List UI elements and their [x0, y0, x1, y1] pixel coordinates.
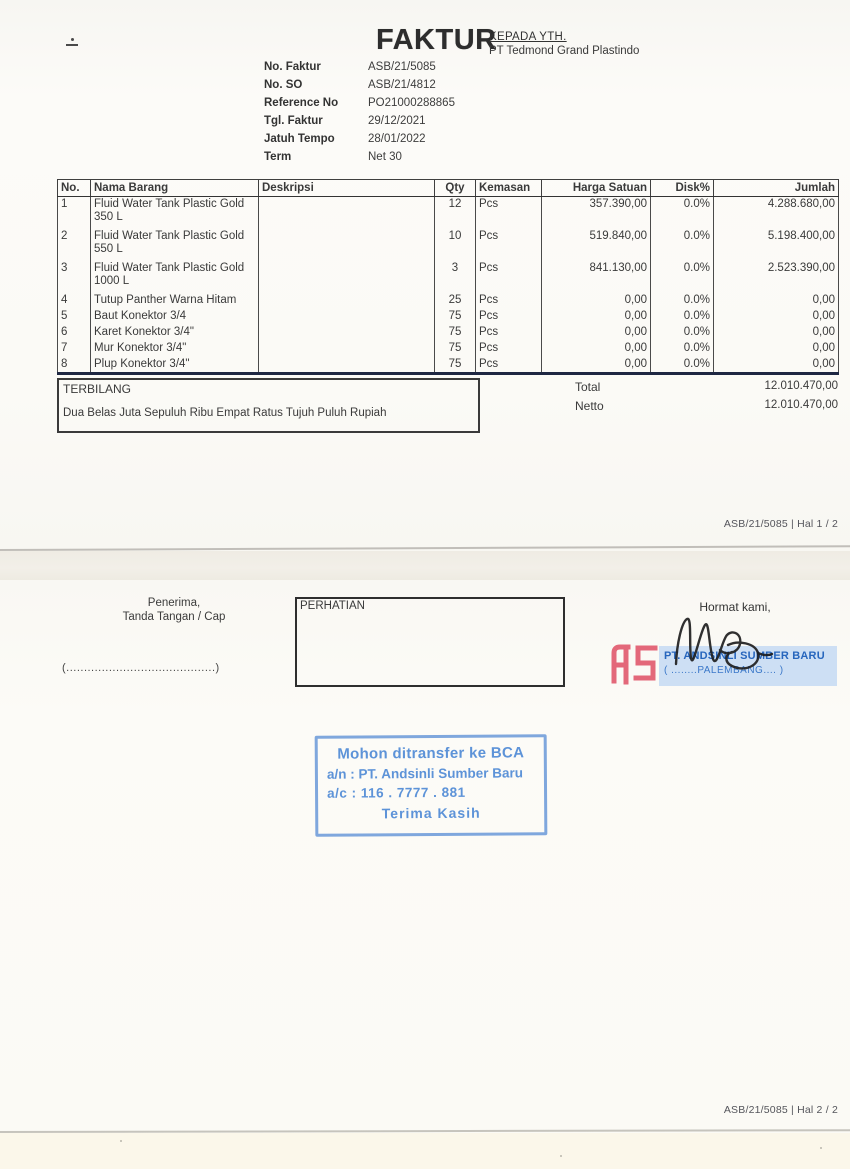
invoice-meta [264, 61, 564, 169]
cell-nama: Fluid Water Tank Plastic Gold 1000 L [91, 261, 259, 293]
cell-qty: 75 [435, 325, 476, 341]
cell-no: 4 [58, 293, 91, 309]
meta-row-no-so [264, 79, 564, 97]
total-row [575, 380, 838, 399]
cell-disk: 0.0% [651, 261, 714, 293]
table-row [58, 261, 839, 293]
total-label: Total [575, 380, 601, 394]
column-header-nama-barang: Nama Barang [91, 180, 259, 197]
cell-disk: 0.0% [651, 325, 714, 341]
cell-jumlah: 2.523.390,00 [714, 261, 839, 293]
meta-label: Reference No [264, 97, 339, 109]
column-header-no: No. [58, 180, 91, 197]
dust-speck [120, 1140, 122, 1142]
company-logo-red-stamp-icon [605, 635, 663, 691]
cell-nama: Mur Konektor 3/4" [91, 341, 259, 357]
cell-deskripsi [259, 309, 435, 325]
cell-qty: 75 [435, 341, 476, 357]
netto-row [575, 399, 838, 418]
cell-kemasan: Pcs [476, 341, 542, 357]
column-header-harga-satuan: Harga Satuan [542, 180, 651, 197]
cell-jumlah: 0,00 [714, 341, 839, 357]
meta-label: Jatuh Tempo [264, 133, 335, 145]
cell-no: 2 [58, 229, 91, 261]
transfer-stamp-line2: a/n : PT. Andsinli Sumber Baru [326, 765, 523, 782]
cell-harga: 0,00 [542, 357, 651, 374]
cell-harga: 0,00 [542, 341, 651, 357]
table-row [58, 197, 839, 229]
recipient-label: KEPADA YTH. [489, 31, 567, 43]
cell-jumlah: 0,00 [714, 293, 839, 309]
perhatian-label: PERHATIAN [300, 600, 365, 612]
meta-value: 28/01/2022 [368, 133, 426, 145]
cell-harga: 0,00 [542, 309, 651, 325]
dust-speck [560, 1155, 562, 1157]
netto-label: Netto [575, 399, 604, 413]
table-row [58, 357, 839, 374]
meta-value: Net 30 [368, 151, 402, 163]
meta-value: PO21000288865 [368, 97, 455, 109]
perhatian-box [295, 597, 565, 687]
cell-deskripsi [259, 197, 435, 229]
cell-nama: Fluid Water Tank Plastic Gold 350 L [91, 197, 259, 229]
cell-disk: 0.0% [651, 197, 714, 229]
cell-qty: 75 [435, 357, 476, 374]
cell-harga: 0,00 [542, 293, 651, 309]
invoice-page-1 [0, 0, 850, 551]
cell-nama: Plup Konektor 3/4" [91, 357, 259, 374]
column-header-kemasan: Kemasan [476, 180, 542, 197]
company-stamp-city: ( ........PALEMBANG.... ) [664, 665, 784, 676]
cell-harga: 0,00 [542, 325, 651, 341]
meta-label: Tgl. Faktur [264, 115, 323, 127]
meta-label: No. SO [264, 79, 303, 91]
meta-value: ASB/21/4812 [368, 79, 436, 91]
cell-no: 1 [58, 197, 91, 229]
recipient-name: PT Tedmond Grand Plastindo [489, 45, 640, 57]
meta-row-reference-no [264, 97, 564, 115]
cell-kemasan: Pcs [476, 229, 542, 261]
cell-harga: 841.130,00 [542, 261, 651, 293]
scan-artifact-mark [71, 38, 74, 41]
cell-no: 3 [58, 261, 91, 293]
cell-qty: 25 [435, 293, 476, 309]
invoice-page-2 [0, 580, 850, 1133]
cell-nama: Tutup Panther Warna Hitam [91, 293, 259, 309]
terbilang-label: TERBILANG [63, 382, 132, 396]
meta-row-tgl-faktur [264, 115, 564, 133]
meta-value: ASB/21/5085 [368, 61, 436, 73]
meta-row-no-faktur [264, 61, 564, 79]
table-row [58, 293, 839, 309]
cell-harga: 357.390,00 [542, 197, 651, 229]
table-row [58, 341, 839, 357]
cell-qty: 12 [435, 197, 476, 229]
cell-nama: Karet Konektor 3/4" [91, 325, 259, 341]
cell-jumlah: 0,00 [714, 357, 839, 374]
cell-deskripsi [259, 357, 435, 374]
transfer-stamp-line3: a/c : 116 . 7777 . 881 [326, 784, 466, 801]
cell-nama: Baut Konektor 3/4 [91, 309, 259, 325]
cell-kemasan: Pcs [476, 197, 542, 229]
column-header-deskripsi: Deskripsi [259, 180, 435, 197]
page1-footer: ASB/21/5085 | Hal 1 / 2 [723, 518, 838, 530]
total-value: 12.010.470,00 [764, 380, 838, 392]
handwritten-signature [662, 598, 780, 688]
scan-bottom-band [0, 1133, 850, 1169]
meta-value: 29/12/2021 [368, 115, 426, 127]
terbilang-amount-in-words: Dua Belas Juta Sepuluh Ribu Empat Ratus Tujuh Puluh Rupiah [63, 407, 387, 419]
netto-value: 12.010.470,00 [764, 399, 838, 411]
hormat-kami-label: Hormat kami, [699, 600, 771, 614]
cell-harga: 519.840,00 [542, 229, 651, 261]
meta-row-jatuh-tempo [264, 133, 564, 151]
cell-jumlah: 0,00 [714, 309, 839, 325]
cell-jumlah: 5.198.400,00 [714, 229, 839, 261]
column-header-jumlah: Jumlah [714, 180, 839, 197]
cell-qty: 75 [435, 309, 476, 325]
cell-kemasan: Pcs [476, 357, 542, 374]
meta-label: Term [264, 151, 292, 163]
transfer-stamp-line1: Mohon ditransfer ke BCA [337, 744, 525, 763]
cell-deskripsi [259, 229, 435, 261]
cell-no: 5 [58, 309, 91, 325]
penerima-signature-line: (..........................................) [62, 662, 220, 674]
cell-no: 8 [58, 357, 91, 374]
cell-disk: 0.0% [651, 309, 714, 325]
cell-kemasan: Pcs [476, 293, 542, 309]
cell-jumlah: 0,00 [714, 325, 839, 341]
line-items-table [57, 179, 839, 375]
meta-label: No. Faktur [264, 61, 321, 73]
cell-kemasan: Pcs [476, 261, 542, 293]
table-header-row [58, 180, 839, 197]
cell-qty: 3 [435, 261, 476, 293]
scan-artifact-mark [66, 44, 78, 46]
cell-deskripsi [259, 325, 435, 341]
cell-qty: 10 [435, 229, 476, 261]
cell-no: 6 [58, 325, 91, 341]
company-stamp-name: PT. ANDSINLI SUMBER BARU [664, 650, 825, 662]
table-row [58, 325, 839, 341]
transfer-stamp-line4: Terima Kasih [381, 804, 481, 822]
column-header-qty: Qty [435, 180, 476, 197]
cell-disk: 0.0% [651, 293, 714, 309]
cell-nama: Fluid Water Tank Plastic Gold 550 L [91, 229, 259, 261]
dust-speck [820, 1147, 822, 1149]
column-header-disk: Disk% [651, 180, 714, 197]
totals-block [575, 380, 838, 418]
cell-deskripsi [259, 341, 435, 357]
meta-row-term [264, 151, 564, 169]
penerima-sublabel: Tanda Tangan / Cap [122, 611, 226, 623]
penerima-block [95, 596, 253, 624]
terbilang-box [57, 378, 480, 433]
invoice-title: FAKTUR [376, 24, 497, 56]
cell-disk: 0.0% [651, 229, 714, 261]
bank-transfer-stamp [315, 734, 548, 837]
cell-kemasan: Pcs [476, 325, 542, 341]
table-row [58, 229, 839, 261]
page2-footer: ASB/21/5085 | Hal 2 / 2 [723, 1104, 838, 1116]
table-row [58, 309, 839, 325]
cell-jumlah: 4.288.680,00 [714, 197, 839, 229]
cell-no: 7 [58, 341, 91, 357]
penerima-label: Penerima, [147, 597, 201, 609]
cell-deskripsi [259, 261, 435, 293]
cell-disk: 0.0% [651, 341, 714, 357]
scan-gap-band [0, 551, 850, 580]
cell-kemasan: Pcs [476, 309, 542, 325]
cell-disk: 0.0% [651, 357, 714, 374]
cell-deskripsi [259, 293, 435, 309]
